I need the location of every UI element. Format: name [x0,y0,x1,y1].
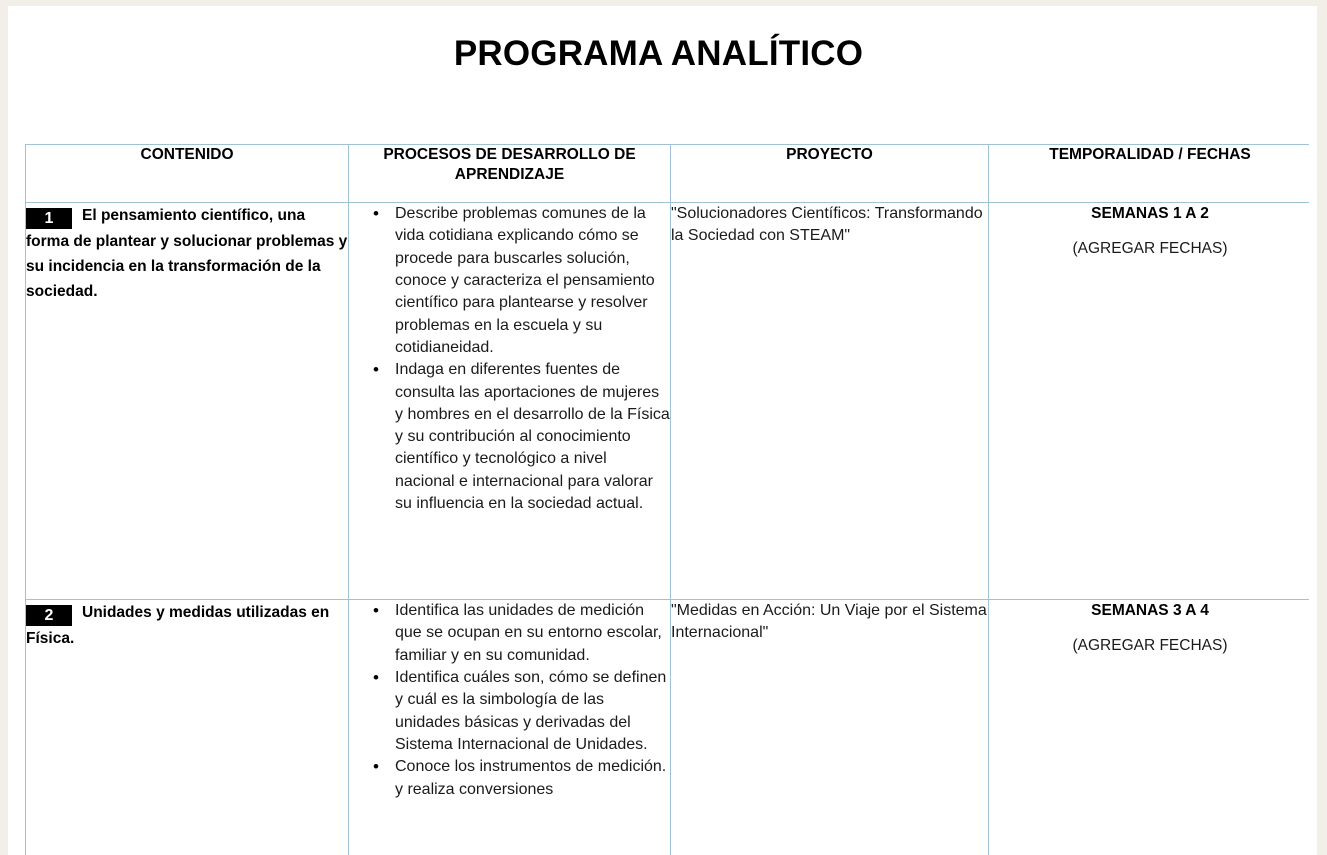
table-row [26,203,1310,600]
contenido-label-2: Unidades y medidas utilizadas en Física. [26,604,330,647]
list-item: • Describe problemas comunes de la vida cotidiana explicando cómo se procede para buscarles solución, conoce y caracteriza el pensamiento científico para plantearse y resolver problemas en la escuela y su cotidianeidad. [395,203,670,359]
page-title: PROGRAMA ANALÍTICO [453,34,864,73]
cell-procesos-1 [349,203,671,600]
column-header-temporalidad-fechas: TEMPORALIDAD / FECHAS [989,145,1310,203]
contenido-text-2 [26,600,348,651]
document-page [8,6,1317,855]
fechas-text-2: (AGREGAR FECHAS) [1072,636,1228,654]
contenido-text-1 [26,203,348,304]
cell-procesos-2 [349,600,671,855]
content-number-badge-2: 2 [26,605,72,626]
cell-contenido-2 [26,600,349,855]
document-content-area [8,14,1309,855]
procesos-list-1 [349,203,670,515]
cell-temporalidad-2 [989,600,1310,855]
table-row [26,600,1310,855]
content-number-badge-1: 1 [26,208,72,229]
table-header-row [26,145,1310,203]
list-item: • Indaga en diferentes fuentes de consulta las aportaciones de mujeres y hombres en el desarrollo de la Física y su contribución al conocimiento científico y tecnológico a nivel nacional e internacional para valorar su influencia en la sociedad actual. [395,359,670,515]
list-item: • Identifica cuáles son, cómo se definen y cuál es la simbología de las unidades básicas y derivadas del Sistema Internacional de Unidades. [395,667,670,756]
cell-proyecto-2 [671,600,989,855]
list-item: • Conoce los instrumentos de medición. y realiza conversiones [395,756,670,801]
column-header-proyecto: PROYECTO [671,145,989,203]
cell-contenido-1 [26,203,349,600]
proyecto-text-2: "Medidas en Acción: Un Viaje por el Sistema Internacional" [671,602,987,642]
cell-temporalidad-1 [989,203,1310,600]
fechas-text-1: (AGREGAR FECHAS) [1072,239,1228,257]
semanas-text-1: SEMANAS 1 A 2 [1091,205,1209,222]
semanas-text-2: SEMANAS 3 A 4 [1091,602,1209,619]
cell-proyecto-1 [671,203,989,600]
procesos-list-2 [349,600,670,801]
proyecto-text-1: "Solucionadores Científicos: Transformando la Sociedad con STEAM" [671,205,983,245]
column-header-procesos-desarrollo-aprendizaje: PROCESOS DE DESARROLLO DE APRENDIZAJE [349,145,671,203]
contenido-label-1: El pensamiento científico, una forma de plantear y solucionar problemas y su incidencia en la transformación de la sociedad. [26,207,348,301]
list-item: • Identifica las unidades de medición que se ocupan en su entorno escolar, familiar y en su comunidad. [395,600,670,667]
column-header-contenido: CONTENIDO [26,145,349,203]
analytic-program-table [25,144,1309,855]
